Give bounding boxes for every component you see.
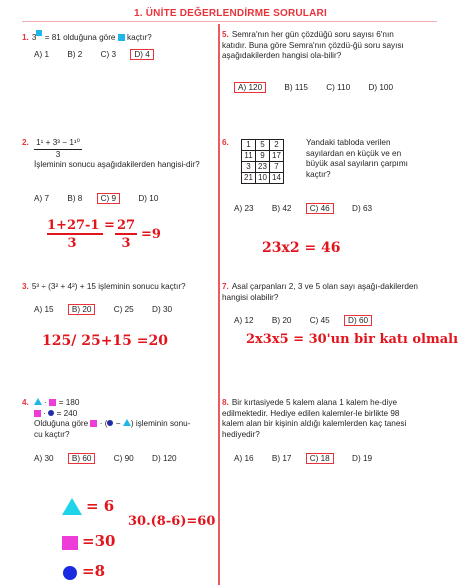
option-a[interactable]: A) 7 — [34, 194, 50, 203]
question-4-options — [34, 453, 193, 464]
option-c-selected[interactable]: C) 9 — [97, 193, 120, 204]
option-c[interactable]: C) 3 — [100, 50, 117, 59]
handwritten-numerator: 1+27-1 = — [47, 218, 115, 233]
question-2-options — [34, 193, 174, 204]
question-number: 2. — [22, 138, 29, 147]
option-a[interactable]: A) 1 — [34, 50, 50, 59]
question-1: 1. 3 = 81 olduğuna göre kaçtır? — [22, 30, 212, 44]
handwritten-dot-value: =8 — [82, 562, 106, 580]
option-d[interactable]: D) 120 — [152, 454, 177, 463]
question-8-options — [234, 453, 388, 464]
number-table: 1 5 2 11 9 17 3 23 7 21 10 14 — [241, 139, 284, 184]
question-6-text: Yandaki tabloda verilen sayılardan en küçük ve en büyük asal sayıların çarpımı kaçtır? — [306, 138, 408, 179]
option-d-selected[interactable]: D) 4 — [130, 49, 153, 60]
option-d[interactable]: D) 10 — [138, 194, 159, 203]
question-2-text: İşleminin sonucu aşağıdakilerden hangisi-dir? — [34, 160, 200, 169]
question-number: 8. — [222, 398, 229, 407]
option-c[interactable]: C) 25 — [113, 305, 134, 314]
handwritten-solution: 2x3x5 = 30'un bir katı olmalı — [246, 332, 459, 347]
handwritten-denominator: 3 — [67, 236, 77, 251]
question-8: 8. Bir kırtasiyede 5 kalem alana 1 kalem he-diye edilmektedir. Hediye edilen kalemler-le birlikte 98 kalem alan bir kişinin aldığı kalemlerden kaç tanesi hediyedir? — [222, 398, 407, 439]
option-b[interactable]: B) 17 — [271, 454, 292, 463]
option-b[interactable]: B) 115 — [284, 83, 308, 92]
title-divider — [22, 21, 437, 22]
question-number: 1. — [22, 33, 29, 42]
option-a[interactable]: A) 30 — [34, 454, 54, 463]
handwritten-solution: 125/ 25+15 =20 — [42, 333, 168, 349]
option-b[interactable]: B) 8 — [67, 194, 83, 203]
dot-symbol-icon — [48, 410, 54, 416]
handwritten-result: =9 — [141, 227, 161, 242]
fraction-bar — [47, 233, 103, 235]
option-c[interactable]: C) 90 — [113, 454, 134, 463]
question-4: 4. · = 180 · = 240 Olduğuna göre · ( − ) işleminin sonu- cu kaçtır? — [22, 398, 191, 439]
handwritten-numerator-2: 27 — [116, 218, 136, 233]
question-7-options — [234, 315, 388, 326]
triangle-symbol-icon — [34, 398, 42, 405]
square-symbol-icon — [62, 536, 78, 550]
handwritten-denominator-2: 3 — [121, 236, 131, 251]
option-d-selected[interactable]: D) 60 — [344, 315, 372, 326]
dot-symbol-icon — [63, 566, 77, 580]
fraction-expression: $\frac{\text{1¹ + 3³ − 1¹⁰}}{3}$ — [36, 138, 80, 159]
option-b[interactable]: B) 2 — [67, 50, 83, 59]
triangle-symbol-icon — [123, 419, 131, 426]
option-b-selected[interactable]: B) 60 — [68, 453, 96, 464]
square-symbol-icon — [49, 399, 56, 406]
page-title: 1. ÜNİTE DEĞERLENDİRME SORULARI — [134, 8, 327, 19]
question-3-options — [34, 304, 188, 315]
square-symbol-icon — [36, 30, 42, 36]
option-a[interactable]: A) 23 — [234, 204, 254, 213]
option-b[interactable]: B) 42 — [271, 204, 292, 213]
dot-symbol-icon — [107, 420, 113, 426]
square-symbol-icon — [90, 420, 97, 427]
option-a[interactable]: A) 16 — [234, 454, 254, 463]
option-b-selected[interactable]: B) 20 — [68, 304, 96, 315]
question-6-number: 6. — [222, 138, 229, 147]
option-c[interactable]: C) 45 — [309, 316, 330, 325]
square-symbol-icon — [34, 410, 41, 417]
question-5-options — [234, 82, 409, 93]
question-6-options — [234, 203, 388, 214]
question-5: 5. Semra'nın her gün çözdüğü soru sayısı 6'nın katıdır. Buna göre Semra'nın çözdü-ğü soru sayısı aşağıdakilerden hangisi ola-bilir? — [222, 30, 404, 60]
option-c-selected[interactable]: C) 18 — [306, 453, 334, 464]
question-7: 7. Asal çarpanları 2, 3 ve 5 olan sayı aşağı-dakilerden hangisi olabilir? — [222, 282, 418, 302]
option-d[interactable]: D) 19 — [352, 454, 373, 463]
option-d[interactable]: D) 30 — [152, 305, 173, 314]
question-1-options — [34, 49, 170, 60]
question-2 — [22, 138, 212, 160]
option-b[interactable]: B) 20 — [271, 316, 292, 325]
handwritten-expression: 30.(8-6)=60 — [128, 514, 216, 529]
square-symbol-icon — [118, 34, 125, 41]
option-d[interactable]: D) 63 — [352, 204, 373, 213]
option-a[interactable]: A) 15 — [34, 305, 54, 314]
option-c-selected[interactable]: C) 46 — [306, 203, 334, 214]
handwritten-solution: 23x2 = 46 — [262, 240, 341, 256]
question-number: 4. — [22, 398, 29, 407]
question-number: 5. — [222, 30, 229, 39]
question-3: 3. 5³ ÷ (3² + 4²) + 15 işleminin sonucu kaçtır? — [22, 282, 186, 291]
option-d[interactable]: D) 100 — [368, 83, 394, 92]
question-number: 3. — [22, 282, 29, 291]
question-number: 7. — [222, 282, 229, 291]
triangle-symbol-icon — [62, 498, 82, 515]
handwritten-square-value: =30 — [82, 532, 116, 550]
option-a[interactable]: A) 12 — [234, 316, 254, 325]
fraction-bar-2 — [115, 233, 137, 235]
column-divider — [218, 24, 220, 585]
handwritten-triangle-value: = 6 — [86, 497, 115, 515]
option-c[interactable]: C) 110 — [326, 83, 351, 92]
option-a-selected[interactable]: A) 120 — [234, 82, 266, 93]
